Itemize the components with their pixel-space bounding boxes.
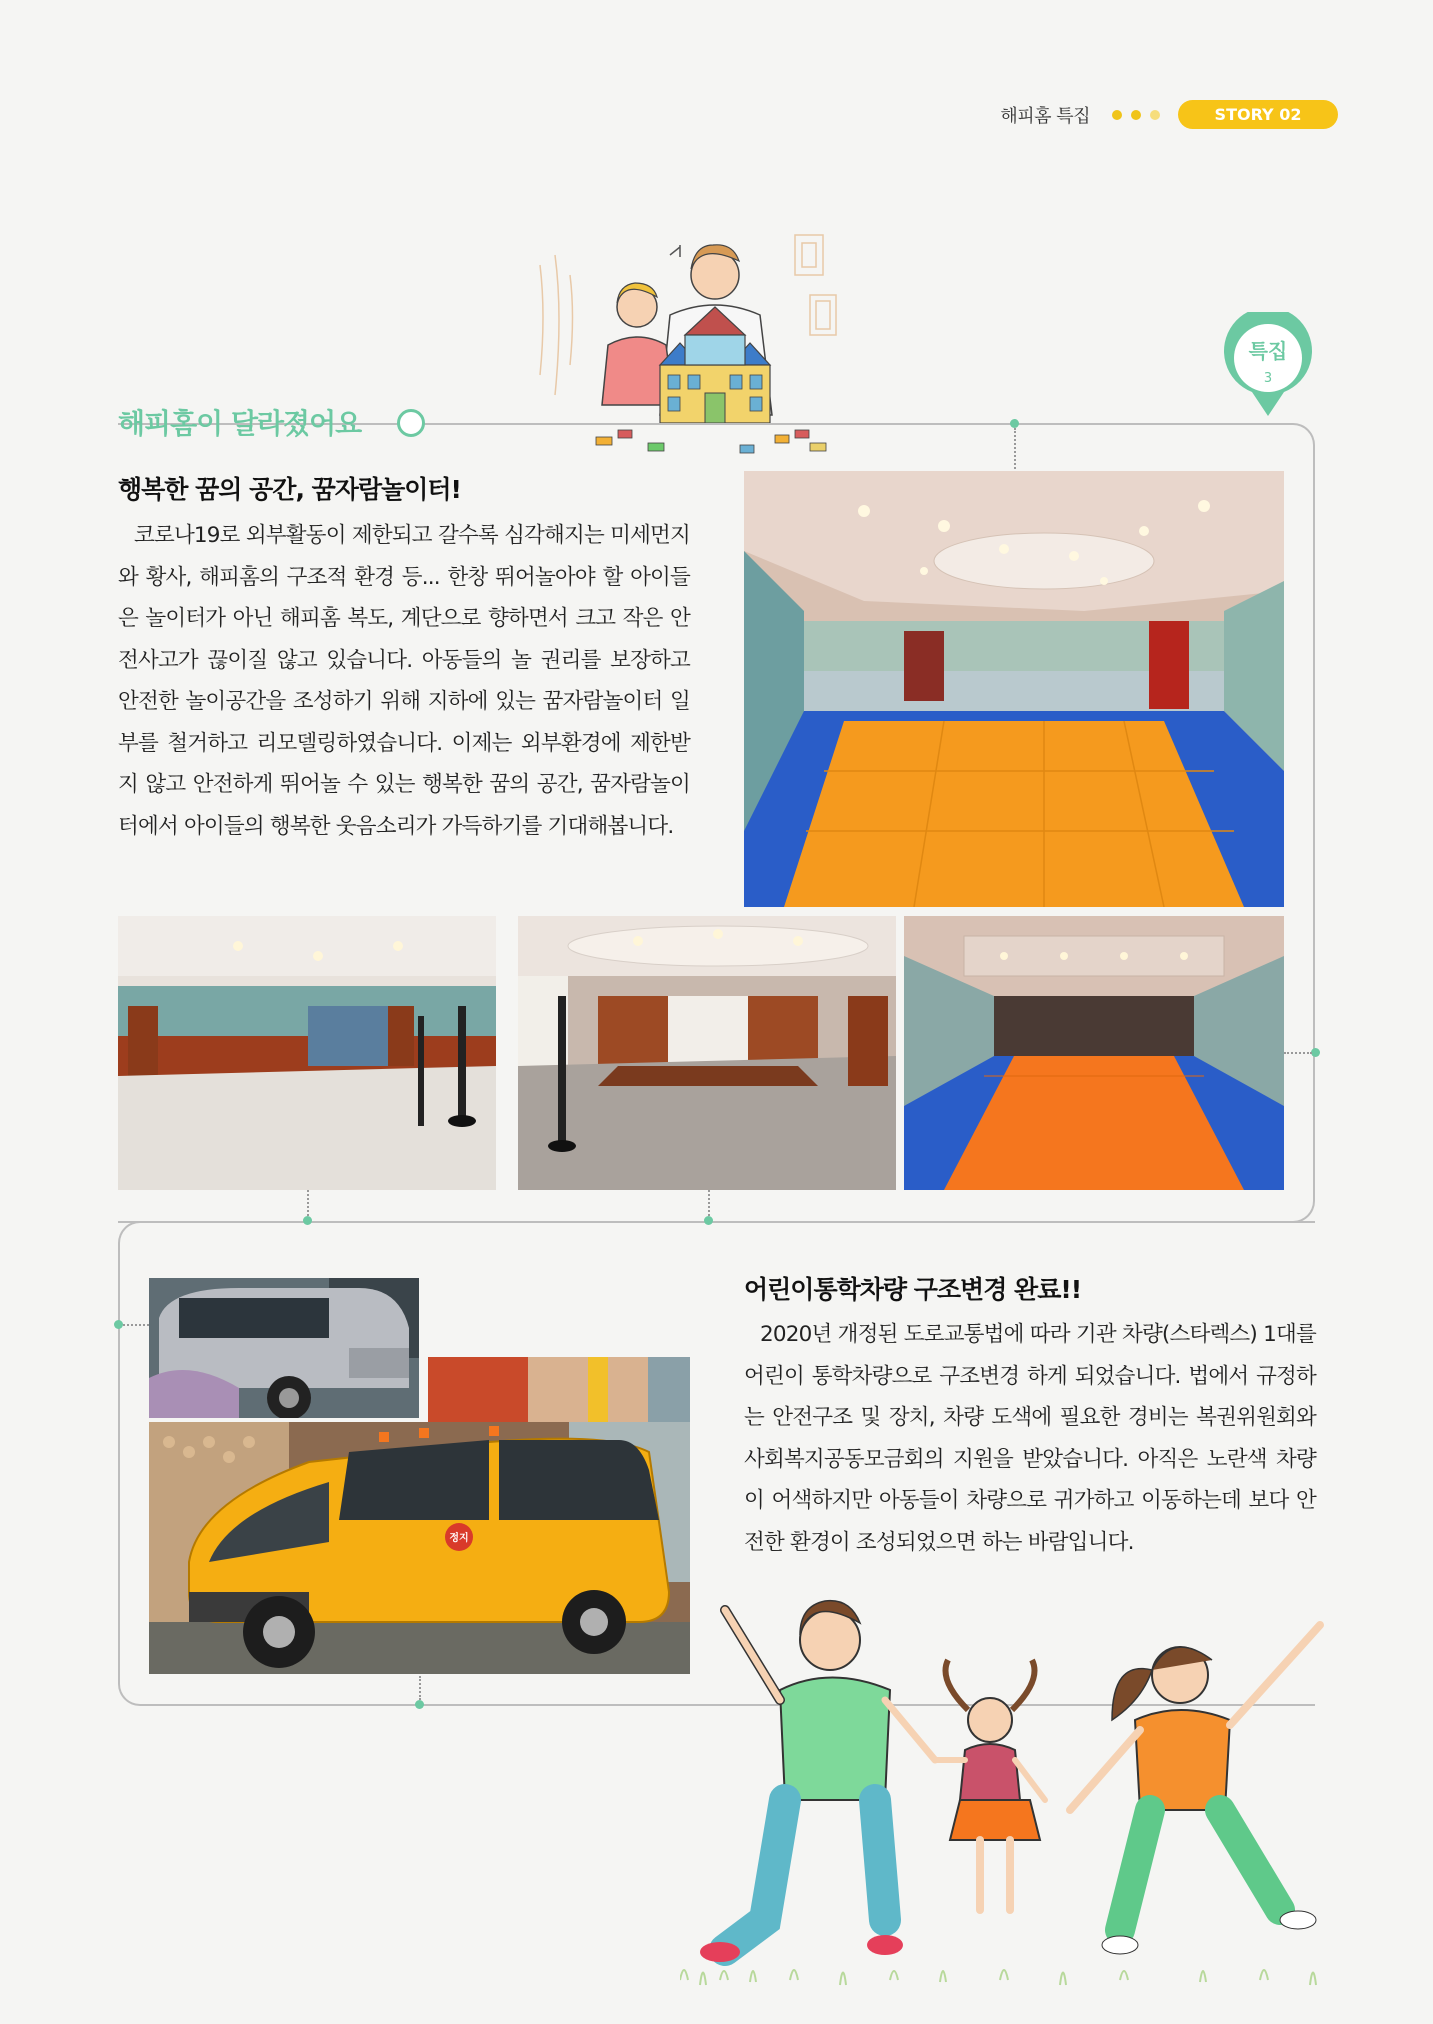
- pin-number: 3: [1263, 371, 1273, 386]
- header-label: 해피홈 특집: [1000, 105, 1090, 127]
- dot-icon: [1131, 110, 1141, 120]
- frame-node: [1311, 1048, 1320, 1057]
- playroom-stage-photo: [518, 916, 896, 1190]
- dot-icon: [1112, 110, 1122, 120]
- frame-connector: [708, 1190, 710, 1216]
- frame-node: [114, 1320, 123, 1329]
- family-building-illustration: [520, 225, 850, 455]
- section-title: 해피홈이 달라졌어요: [118, 407, 362, 440]
- page-header: [1000, 100, 1338, 129]
- header-dots: [1112, 110, 1160, 120]
- dot-icon: [1150, 110, 1160, 120]
- playroom-after-photo: [904, 916, 1284, 1190]
- frame-connector: [419, 1676, 421, 1700]
- silver-van-photo: [149, 1278, 419, 1418]
- frame-node: [704, 1216, 713, 1225]
- playroom-main-photo: [744, 471, 1284, 907]
- frame-connector: [123, 1324, 149, 1326]
- speech-bubble-icon: [397, 409, 425, 437]
- feature-pin: [1222, 312, 1314, 422]
- frame-node: [303, 1216, 312, 1225]
- frame-connector: [1014, 428, 1016, 473]
- street-photo: [428, 1357, 690, 1422]
- frame-connector: [307, 1190, 309, 1216]
- article1-body: 코로나19로 외부활동이 제한되고 갈수록 심각해지는 미세먼지와 황사, 해피홈의 구조적 환경 등... 한창 뛰어놀아야 할 아이들은 놀이터가 아닌 해피홈 복도, 계단으로 향하면서 크고 작은 안전사고가 끊이질 않고 있습니다. 아동들의 놀 권리를 보장하고 안전한 놀이공간을 조성하기 위해 지하에 있는 꿈자람놀이터 일부를 철거하고 리모델링하였습니다. 이제는 외부환경에 제한받지 않고 안전하게 뛰어놀 수 있는 행복한 꿈의 공간, 꿈자람놀이터에서 아이들의 행복한 웃음소리가 가득하기를 기대해봅니다.: [118, 523, 690, 839]
- pin-label: 특집: [1248, 339, 1288, 363]
- story-badge: STORY 02: [1178, 100, 1338, 129]
- jumping-family-illustration: [680, 1580, 1350, 2010]
- frame-node: [415, 1700, 424, 1709]
- article2-heading: 어린이통학차량 구조변경 완료!!: [744, 1275, 1082, 1304]
- playroom-before-photo: [118, 916, 496, 1190]
- frame-node: [1010, 419, 1019, 428]
- article1-heading: 행복한 꿈의 공간, 꿈자람놀이터!: [118, 475, 461, 504]
- article2-body: 2020년 개정된 도로교통법에 따라 기관 차량(스타렉스) 1대를 어린이 통학차량으로 구조변경 하게 되었습니다. 법에서 규정하는 안전구조 및 장치, 차량 도색에 필요한 경비는 복권위원회와 사회복지공동모금회의 지원을 받았습니다. 아직은 노란색 차량이 어색하지만 아동들이 차량으로 귀가하고 이동하는데 보다 안전한 환경이 조성되었으면 하는 바람입니다.: [744, 1322, 1316, 1555]
- stop-sign-label: 정지: [449, 1533, 469, 1544]
- yellow-van-photo: [149, 1422, 690, 1674]
- frame-connector: [1284, 1052, 1312, 1054]
